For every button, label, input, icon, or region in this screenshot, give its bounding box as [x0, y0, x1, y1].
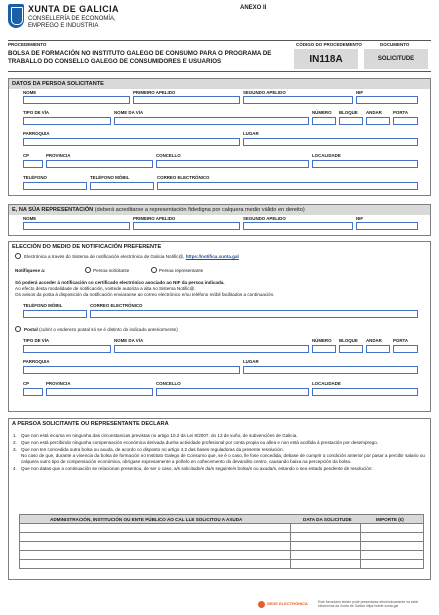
- aid-table-col-data: DATA DA SOLICITUDE: [303, 517, 352, 522]
- electronic-option-text: [24, 254, 239, 260]
- label-parroquia: PARROQUIA: [23, 131, 50, 136]
- rep-nif-input[interactable]: [356, 222, 418, 230]
- declaration-item-text: Que non está percibindo ningunha compensación económica derivada dunha actividade profesional por conta propia ou allea e non está acollida á prestación por desemprego.: [21, 439, 379, 445]
- andar-input[interactable]: [366, 117, 390, 125]
- tipo-via-input[interactable]: [23, 117, 111, 125]
- aid-table-row[interactable]: [19, 524, 424, 533]
- post-parroquia-input[interactable]: [23, 366, 240, 374]
- declaration-item: [13, 453, 427, 465]
- notif-movil-input[interactable]: [23, 310, 87, 318]
- persoa-representante-radio[interactable]: [151, 267, 157, 273]
- conselleria-name: CONSELLERÍA DE ECONOMÍA, EMPREGO E INDUSTRIA: [28, 16, 116, 29]
- representative-section: [8, 204, 431, 236]
- label-rep-apelido2: SEGUNDO APELIDO: [243, 216, 286, 221]
- bloque-input[interactable]: [339, 117, 363, 125]
- declaration-item-number: 4.: [13, 465, 17, 471]
- representative-note: (deberá acreditarse a representación fidedigna por calquera medio válido en dereito): [94, 207, 305, 213]
- label-porta: PORTA: [393, 110, 409, 115]
- declaration-item-text: No caso de que, durante a vixencia da bolsa de formación no Instituto Galego de Consumo que, se é o caso, lle fose concedida, debase de cumprir a condición anterior por pasar a percibir salario ou calquera outro tipo de compensación económica, obrígase expresamente a poñelo en coñecemento do devandito centro, causando baixa na percepción da bolsa.: [21, 453, 425, 465]
- label-nome-via: NOME DA VÍA: [114, 110, 144, 115]
- aid-table-row[interactable]: [19, 560, 424, 569]
- porta-input[interactable]: [393, 117, 418, 125]
- telefono-input[interactable]: [23, 182, 87, 190]
- representative-section-title: [9, 205, 430, 215]
- label-post-concello: CONCELLO: [156, 381, 181, 386]
- label-apelido2: SEGUNDO APELIDO: [243, 90, 286, 95]
- label-rep-nome: NOME: [23, 216, 37, 221]
- nome-input[interactable]: [23, 96, 130, 104]
- label-notif-correo: CORREO ELECTRÓNICO: [90, 303, 143, 308]
- electronic-label: Electrónica a través do Sistema de notificación electrónica de Galicia Notific@,: [24, 253, 185, 259]
- rep-apelido2-input[interactable]: [243, 222, 353, 230]
- declaration-list: [13, 433, 427, 473]
- representative-title-text: E, NA SÚA REPRESENTACIÓN: [12, 207, 94, 213]
- rep-apelido1-input[interactable]: [133, 222, 240, 230]
- label-apelido1: PRIMEIRO APELIDO: [133, 90, 176, 95]
- label-andar: ANDAR: [366, 110, 382, 115]
- procedure-code-label: CÓDIGO DO PROCEDEMENTO: [296, 42, 362, 47]
- sede-electronica-logo: [258, 601, 265, 608]
- sede-electronica-brand: SEDE ELECTRÓNICA: [267, 601, 308, 606]
- label-numero: NÚMERO: [312, 110, 332, 115]
- provincia-input[interactable]: [46, 160, 153, 168]
- declaration-item-text: Que non ten concedida outra bolsa ou axuda, de acordo co disposto no artigo 4.2 das bases reguladoras da presente resolución.: [21, 446, 284, 452]
- post-nome-via-input[interactable]: [114, 345, 309, 353]
- notifica-link[interactable]: https://notifica.xunta.gal: [185, 253, 239, 259]
- postal-radio[interactable]: [15, 326, 21, 332]
- label-post-lugar: LUGAR: [243, 359, 259, 364]
- post-bloque-input[interactable]: [339, 345, 363, 353]
- post-tipo-via-input[interactable]: [23, 345, 111, 353]
- label-telefono: TELÉFONO: [23, 175, 47, 180]
- notification-info-3: Os avisos da posta á disposición da notificación enviaranse ao correo electrónico e/ou teléfono móbil facilitados a continuación.: [15, 292, 275, 297]
- post-cp-input[interactable]: [23, 388, 43, 396]
- label-localidade: LOCALIDADE: [312, 153, 341, 158]
- post-porta-input[interactable]: [393, 345, 418, 353]
- telefono-movil-input[interactable]: [90, 182, 154, 190]
- label-provincia: PROVINCIA: [46, 153, 71, 158]
- declaration-item: [13, 447, 427, 453]
- label-rep-nif: NIF: [356, 216, 364, 221]
- electronic-radio[interactable]: [15, 253, 21, 259]
- notification-info-1: Só poderá acceder á notificación co certificado electrónico asociado ao NIF da persoa indicada.: [15, 280, 225, 285]
- label-notif-movil: TELÉFONO MÓBIL: [23, 303, 63, 308]
- xunta-shield-logo: [8, 4, 24, 28]
- label-post-localidade: LOCALIDADE: [312, 381, 341, 386]
- postal-label: Postal: [24, 327, 38, 332]
- apelido2-input[interactable]: [243, 96, 353, 104]
- label-post-nome-via: NOME DA VÍA: [114, 338, 144, 343]
- label-bloque: BLOQUE: [339, 110, 358, 115]
- declaration-item-number: 2.: [13, 439, 17, 445]
- label-post-cp: CP: [23, 381, 30, 386]
- cp-input[interactable]: [23, 160, 43, 168]
- declaration-item-number: 1.: [13, 433, 17, 438]
- applicant-section: [8, 78, 431, 196]
- declaration-item: [13, 433, 427, 439]
- label-nif: NIF: [356, 90, 364, 95]
- aid-table-col-admin: ADMINISTRACIÓN, INSTITUCIÓN OU ENTE PÚBLICO AO CAL LLE SOLICITOU A AXUDA: [50, 517, 243, 522]
- persoa-representante-label: Persoa representante: [159, 268, 204, 273]
- label-post-parroquia: PARROQUIA: [23, 359, 50, 364]
- correo-input[interactable]: [157, 182, 418, 190]
- persoa-solicitante-radio[interactable]: [85, 267, 91, 273]
- document-type: SOLICITUDE: [364, 49, 428, 69]
- notification-section: [8, 241, 431, 412]
- declaration-item-text: Que non está incursa en ningunha das circunstancias previstas no artigo 10.2 da Lei 9/2007, do 13 de xuño, de subvencións de Galicia.: [21, 433, 298, 438]
- nif-input[interactable]: [356, 96, 418, 104]
- aid-table-row[interactable]: [19, 551, 424, 560]
- declaration-section-title: A PERSOA SOLICITANTE OU REPRESENTANTE DECLARA: [9, 419, 430, 429]
- declaration-item: [13, 440, 427, 446]
- label-post-bloque: BLOQUE: [339, 338, 358, 343]
- label-lugar: LUGAR: [243, 131, 259, 136]
- applicant-section-title: DATOS DA PERSOA SOLICITANTE: [9, 79, 430, 89]
- procedure-block: [8, 40, 431, 72]
- localidade-input[interactable]: [312, 160, 418, 168]
- procedure-label: PROCEDEMENTO: [8, 42, 47, 47]
- page-header: [8, 4, 431, 38]
- declaration-section: [8, 418, 431, 580]
- label-telefono-movil: TELÉFONO MÓBIL: [90, 175, 130, 180]
- parroquia-input[interactable]: [23, 138, 240, 146]
- footer-note: Este formulario tamén pode presentarse electrónicamente na sede electrónica da Xunta de Galicia https://sede.xunta.gal: [318, 600, 419, 608]
- notification-section-title: ELECCIÓN DO MEDIO DE NOTIFICACIÓN PREFERENTE: [9, 242, 430, 252]
- post-provincia-input[interactable]: [46, 388, 153, 396]
- notifiquese-label: Notifíquese a:: [15, 268, 46, 273]
- postal-note: (cubrir o enderezo postal só se é distinto do indicado anteriormente): [39, 327, 178, 332]
- lugar-input[interactable]: [243, 138, 418, 146]
- aid-table-row[interactable]: [19, 542, 424, 551]
- post-numero-input[interactable]: [312, 345, 336, 353]
- post-localidade-input[interactable]: [312, 388, 418, 396]
- label-post-provincia: PROVINCIA: [46, 381, 71, 386]
- declaration-item-text: Que non datas que a continuación se relacionan presentou, de ser o caso, a/s solicitude/s da/s seguinte/s bolsa/s ou axuda/s, estando o seu estado pendente de resolución:: [21, 465, 373, 471]
- label-post-andar: ANDAR: [366, 338, 382, 343]
- procedure-code: IN118A: [294, 49, 358, 69]
- label-rep-apelido1: PRIMEIRO APELIDO: [133, 216, 176, 221]
- anexo-label: ANEXO II: [240, 5, 267, 11]
- concello-input[interactable]: [156, 160, 309, 168]
- persoa-solicitante-label: Persoa solicitante: [93, 268, 130, 273]
- procedure-title: BOLSA DE FORMACIÓN NO INSTITUTO GALEGO DE CONSUMO PARA O PROGRAMA DE TRABALLO DO CONSELLO GALEGO DE CONSUMIDORES E USUARIOS: [8, 50, 272, 65]
- apelido1-input[interactable]: [133, 96, 240, 104]
- post-andar-input[interactable]: [366, 345, 390, 353]
- aid-table-row[interactable]: [19, 533, 424, 542]
- declaration-item: [13, 466, 427, 472]
- notif-correo-input[interactable]: [90, 310, 418, 318]
- document-label: DOCUMENTO: [380, 42, 410, 47]
- postal-option-text: [24, 327, 178, 333]
- rep-nome-input[interactable]: [23, 222, 130, 230]
- label-concello: CONCELLO: [156, 153, 181, 158]
- nome-via-input[interactable]: [114, 117, 309, 125]
- aid-table-header: [19, 514, 424, 524]
- label-post-numero: NÚMERO: [312, 338, 332, 343]
- org-name: XUNTA DE GALICIA: [28, 4, 119, 14]
- declaration-item-number: 3.: [13, 446, 17, 452]
- page-footer: [258, 600, 431, 612]
- aid-table-col-importe: IMPORTE (€): [376, 517, 404, 522]
- label-cp: CP: [23, 153, 30, 158]
- label-correo: CORREO ELECTRÓNICO: [157, 175, 210, 180]
- label-post-tipo-via: TIPO DE VÍA: [23, 338, 50, 343]
- notification-info-2: Ao efecto desta modalidade de notificación, vostede autoriza a alta no Sistema Notific@.: [15, 286, 196, 291]
- numero-input[interactable]: [312, 117, 336, 125]
- post-lugar-input[interactable]: [243, 366, 418, 374]
- label-tipo-via: TIPO DE VÍA: [23, 110, 50, 115]
- label-nome: NOME: [23, 90, 37, 95]
- post-concello-input[interactable]: [156, 388, 309, 396]
- label-post-porta: PORTA: [393, 338, 409, 343]
